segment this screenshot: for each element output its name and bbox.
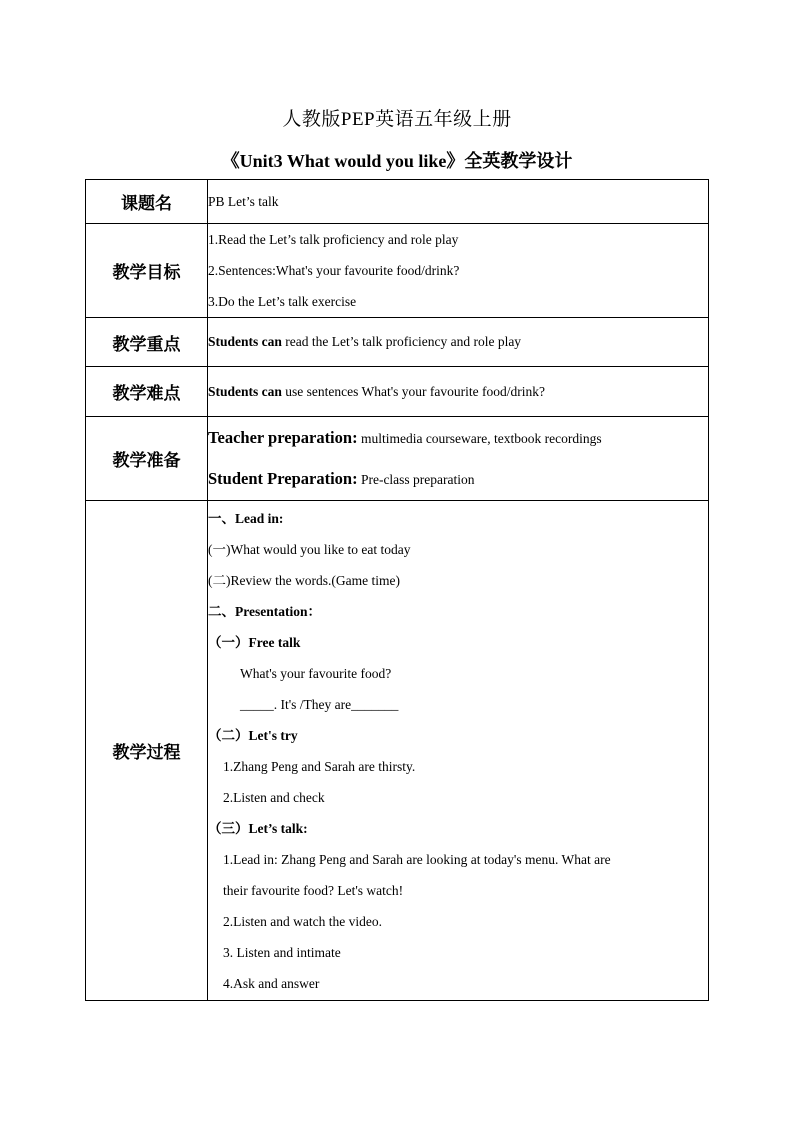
table-row: [86, 417, 709, 501]
topic-value: PB Let’s talk: [208, 180, 709, 224]
process-cell: [208, 501, 709, 1001]
document-title: 人教版PEP英语五年级上册: [282, 109, 512, 130]
process-line: 3. Listen and intimate: [223, 945, 341, 960]
difficulties-cell: [208, 367, 709, 417]
process-line: their favourite food? Let's watch!: [223, 883, 404, 898]
process-line: 1.Zhang Peng and Sarah are thirsty.: [223, 759, 416, 774]
objectives-cell: [208, 224, 709, 318]
process-line: 2.Listen and watch the video.: [223, 914, 382, 929]
objective-item: 2.Sentences:What's your favourite food/drink?: [208, 263, 460, 278]
objective-item: 3.Do the Let’s talk exercise: [208, 294, 357, 309]
key-points-cell: [208, 318, 709, 367]
process-line: (二)Review the words.(Game time): [208, 573, 400, 588]
teacher-prep-label: Teacher preparation:: [208, 427, 358, 447]
lesson-plan-table: [85, 179, 709, 1001]
presentation-heading: 二、Presentation：: [208, 604, 321, 619]
free-talk-heading: （一）Free talk: [208, 635, 301, 650]
process-line: 1.Lead in: Zhang Peng and Sarah are looking at today's menu. What are: [223, 852, 611, 867]
preparation-cell: [208, 417, 709, 501]
table-row: [86, 180, 709, 224]
key-points-label: 教学重点: [86, 318, 208, 367]
lets-try-heading: （二）Let's try: [208, 728, 298, 743]
process-line: 4.Ask and answer: [223, 976, 320, 991]
process-line: What's your favourite food?: [240, 666, 392, 681]
process-label: 教学过程: [86, 501, 208, 1001]
difficulties-text: use sentences What's your favourite food/drink?: [281, 383, 546, 399]
process-line: _____. It's /They are_______: [240, 697, 399, 712]
document-subtitle: 《Unit3 What would you like》全英教学设计: [221, 151, 573, 171]
lets-talk-heading: （三）Let’s talk:: [208, 821, 308, 836]
topic-label: 课题名: [86, 180, 208, 224]
difficulties-bold: Students can: [208, 383, 282, 399]
table-row: [86, 318, 709, 367]
objective-item: 1.Read the Let’s talk proficiency and role play: [208, 232, 459, 247]
difficulties-label: 教学难点: [86, 367, 208, 417]
table-row: [86, 224, 709, 318]
process-line: 2.Listen and check: [223, 790, 325, 805]
teacher-prep-text: multimedia courseware, textbook recordings: [357, 430, 602, 446]
student-prep-label: Student Preparation:: [208, 468, 358, 488]
student-prep-text: Pre-class preparation: [357, 471, 475, 487]
table-row: [86, 501, 709, 1001]
key-points-text: read the Let’s talk proficiency and role play: [281, 334, 522, 349]
table-row: [86, 367, 709, 417]
key-points-bold: Students can: [208, 334, 282, 349]
preparation-label: 教学准备: [86, 417, 208, 501]
process-line: (一)What would you like to eat today: [208, 542, 411, 557]
lead-in-heading: 一、Lead in:: [208, 511, 284, 526]
objectives-label: 教学目标: [86, 224, 208, 318]
